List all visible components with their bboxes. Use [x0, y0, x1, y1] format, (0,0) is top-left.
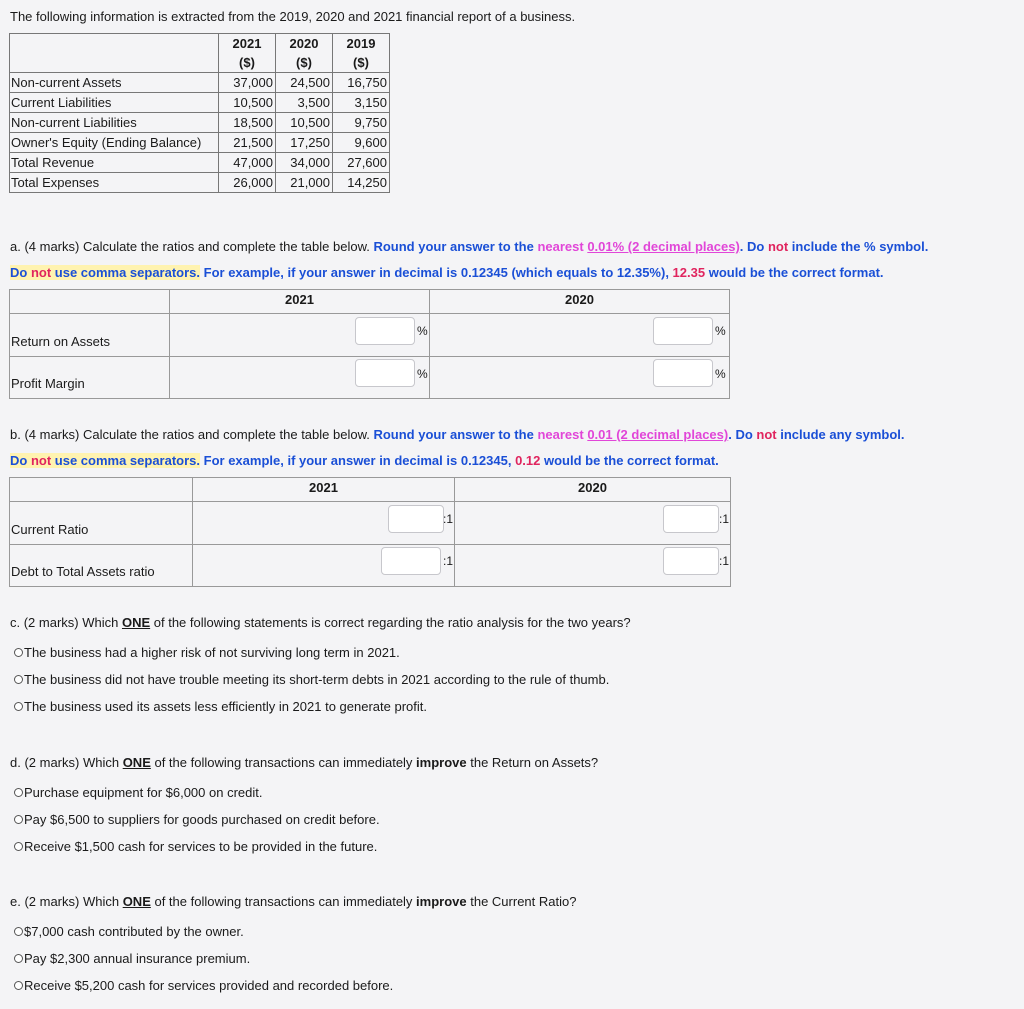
cell-value: 17,250 — [276, 133, 333, 153]
current-ratio-2021-input[interactable] — [388, 505, 444, 533]
part-e-option-2[interactable]: Pay $2,300 annual insurance premium. — [14, 951, 250, 966]
profit-margin-2020-input[interactable] — [653, 359, 713, 387]
unit-header: ($) — [219, 53, 276, 73]
ratio-unit: :1 — [443, 554, 454, 568]
part-a-instruction-line1: a. (4 marks) Calculate the ratios and complete the table below. Round your answer to the nearest 0.01% (2 decimal places). Do not include the % symbol. — [10, 239, 929, 254]
year-2019-header: 2019 — [333, 34, 390, 54]
table-row — [10, 173, 390, 193]
percent-unit: % — [417, 367, 428, 381]
row-label-profit-margin: Profit Margin — [10, 357, 170, 398]
cell-value: 14,250 — [333, 173, 390, 193]
part-b-instruction-line1: b. (4 marks) Calculate the ratios and complete the table below. Round your answer to the nearest 0.01 (2 decimal places). Do not include any symbol. — [10, 427, 905, 442]
row-label-return-on-assets: Return on Assets — [10, 314, 170, 357]
radio-button[interactable] — [14, 788, 23, 797]
cell-value: 3,150 — [333, 93, 390, 113]
unit-header: ($) — [333, 53, 390, 73]
part-a-ratio-table — [9, 289, 730, 399]
percent-unit: % — [417, 324, 428, 338]
part-d-option-3[interactable]: Receive $1,500 cash for services to be provided in the future. — [14, 839, 377, 854]
cell-value: 24,500 — [276, 73, 333, 93]
ratio-unit: :1 — [719, 554, 730, 568]
unit-header: ($) — [276, 53, 333, 73]
column-header-2021: 2021 — [170, 290, 430, 314]
column-header-2020: 2020 — [430, 290, 729, 314]
cell-value: 10,500 — [219, 93, 276, 113]
table-row — [10, 133, 390, 153]
precision-link[interactable]: 0.01 (2 decimal places) — [587, 427, 729, 442]
table-row — [10, 113, 390, 133]
radio-button[interactable] — [14, 927, 23, 936]
table-header-units — [10, 53, 390, 73]
cell-value: 47,000 — [219, 153, 276, 173]
radio-button[interactable] — [14, 981, 23, 990]
roa-2021-input[interactable] — [355, 317, 415, 345]
row-label: Non-current Liabilities — [10, 113, 219, 133]
financial-data-table — [9, 33, 390, 193]
row-label: Current Liabilities — [10, 93, 219, 113]
radio-button[interactable] — [14, 702, 23, 711]
radio-button[interactable] — [14, 815, 23, 824]
year-2020-header: 2020 — [276, 34, 333, 54]
part-e-question: e. (2 marks) Which ONE of the following transactions can immediately improve the Current Ratio? — [10, 894, 577, 909]
cell-value: 37,000 — [219, 73, 276, 93]
ratio-unit: :1 — [443, 512, 454, 526]
cell-value: 34,000 — [276, 153, 333, 173]
radio-button[interactable] — [14, 675, 23, 684]
part-c-option-2[interactable]: The business did not have trouble meeting its short-term debts in 2021 according to the rule of thumb. — [14, 672, 609, 687]
profit-margin-2021-input[interactable] — [355, 359, 415, 387]
cell-value: 10,500 — [276, 113, 333, 133]
roa-2020-input[interactable] — [653, 317, 713, 345]
row-label: Non-current Assets — [10, 73, 219, 93]
row-label: Total Revenue — [10, 153, 219, 173]
cell-value: 26,000 — [219, 173, 276, 193]
part-d-question: d. (2 marks) Which ONE of the following transactions can immediately improve the Return on Assets? — [10, 755, 599, 770]
intro-text: The following information is extracted from the 2019, 2020 and 2021 financial report of a business. — [10, 9, 576, 24]
part-c-question: c. (2 marks) Which ONE of the following statements is correct regarding the ratio analysis for the two years? — [10, 615, 631, 630]
year-2021-header: 2021 — [219, 34, 276, 54]
percent-unit: % — [715, 367, 726, 381]
cell-value: 9,600 — [333, 133, 390, 153]
cell-value: 9,750 — [333, 113, 390, 133]
radio-button[interactable] — [14, 954, 23, 963]
part-c-option-1[interactable]: The business had a higher risk of not surviving long term in 2021. — [14, 645, 400, 660]
cell-value: 21,000 — [276, 173, 333, 193]
column-header-2020: 2020 — [455, 478, 730, 502]
table-row — [10, 153, 390, 173]
debt-ratio-2020-input[interactable] — [663, 547, 719, 575]
table-row — [10, 73, 390, 93]
part-d-option-1[interactable]: Purchase equipment for $6,000 on credit. — [14, 785, 262, 800]
part-e-option-1[interactable]: $7,000 cash contributed by the owner. — [14, 924, 244, 939]
radio-button[interactable] — [14, 842, 23, 851]
table-row — [10, 93, 390, 113]
row-label: Total Expenses — [10, 173, 219, 193]
precision-link[interactable]: 0.01% (2 decimal places) — [587, 239, 740, 254]
debt-ratio-2021-input[interactable] — [381, 547, 441, 575]
part-e-option-3[interactable]: Receive $5,200 cash for services provided and recorded before. — [14, 978, 393, 993]
cell-value: 16,750 — [333, 73, 390, 93]
part-b-ratio-table — [9, 477, 731, 587]
table-header-years — [10, 34, 390, 54]
column-header-2021: 2021 — [193, 478, 455, 502]
part-b-instruction-line2: Do not use comma separators. For example, if your answer in decimal is 0.12345, 0.12 would be the correct format. — [10, 453, 719, 468]
cell-value: 27,600 — [333, 153, 390, 173]
ratio-unit: :1 — [719, 512, 730, 526]
percent-unit: % — [715, 324, 726, 338]
cell-value: 21,500 — [219, 133, 276, 153]
row-label-current-ratio: Current Ratio — [10, 502, 193, 545]
cell-value: 18,500 — [219, 113, 276, 133]
part-d-option-2[interactable]: Pay $6,500 to suppliers for goods purchased on credit before. — [14, 812, 380, 827]
current-ratio-2020-input[interactable] — [663, 505, 719, 533]
cell-value: 3,500 — [276, 93, 333, 113]
row-label: Owner's Equity (Ending Balance) — [10, 133, 219, 153]
part-a-instruction-line2: Do not use comma separators. For example, if your answer in decimal is 0.12345 (which equals to 12.35%), 12.35 would be the correct format. — [10, 265, 884, 280]
part-c-option-3[interactable]: The business used its assets less efficiently in 2021 to generate profit. — [14, 699, 427, 714]
radio-button[interactable] — [14, 648, 23, 657]
row-label-debt-to-total-assets: Debt to Total Assets ratio — [10, 545, 193, 586]
